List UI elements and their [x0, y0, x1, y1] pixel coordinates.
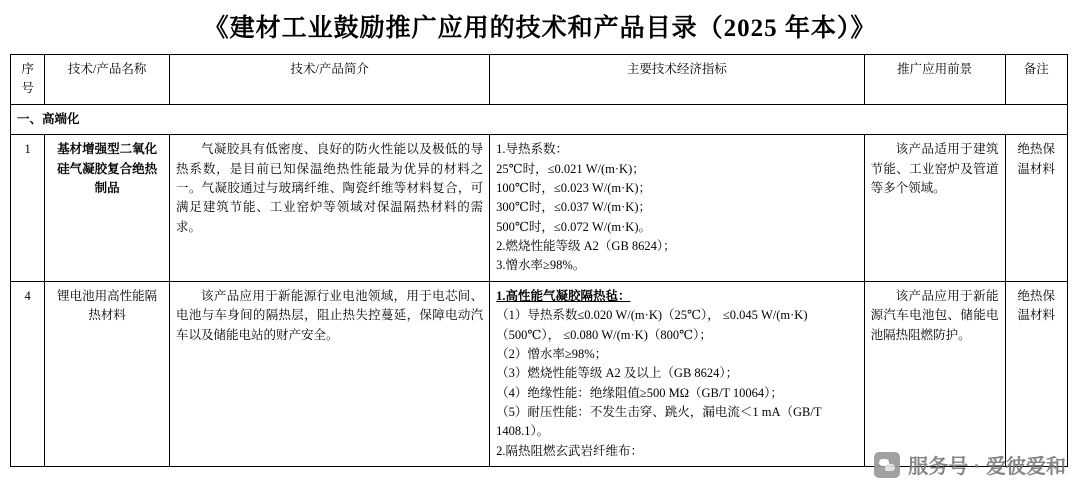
- column-header-name: 技术/产品名称: [45, 55, 170, 105]
- spec-line: 1.高性能气凝胶隔热毡：: [496, 288, 631, 303]
- row-product-name: 基材增强型二氧化硅气凝胶复合绝热制品: [45, 135, 170, 282]
- table-row: [11, 135, 1068, 282]
- spec-line: （4）绝缘性能：绝缘阻值≥500 MΩ（GB/T 10064）；: [496, 385, 783, 400]
- watermark-text: 服务号 · 爱彼爱和: [908, 456, 1066, 478]
- watermark: [874, 450, 1066, 479]
- row-index: 4: [11, 281, 45, 466]
- spec-line: 25℃时，≤0.021 W/(m·K)；: [496, 161, 645, 176]
- wechat-logo-icon: [874, 452, 900, 478]
- table-row: [11, 281, 1068, 466]
- table-body: [11, 104, 1068, 466]
- column-header-prospect: 推广应用前景: [864, 55, 1005, 105]
- column-header-intro: 技术/产品简介: [170, 55, 490, 105]
- spec-line: 100℃时，≤0.023 W/(m·K)；: [496, 180, 651, 195]
- spec-line: 2.隔热阻燃玄武岩纤维布：: [496, 443, 644, 458]
- row-spec: [490, 135, 864, 282]
- row-product-intro: 气凝胶具有低密度、良好的防火性能以及极低的导热系数，是目前已知保温绝热性能最为优异的材料之一。气凝胶通过与玻璃纤维、陶瓷纤维等材料复合，可满足建筑节能、工业窑炉等领域对保温隔热材料的需求。: [170, 135, 490, 282]
- row-prospect: 该产品应用于新能源汽车电池包、储能电池隔热阻燃防护。: [864, 281, 1005, 466]
- section-label: 一、高端化: [11, 104, 1068, 134]
- spec-line: 1.导热系数：: [496, 142, 569, 157]
- row-remark: 绝热保温材料: [1005, 135, 1067, 282]
- spec-line: （2）憎水率≥98%；: [496, 346, 608, 361]
- column-header-index: 序号: [11, 55, 45, 105]
- spec-line: （3）燃烧性能等级 A2 及以上（GB 8624）；: [496, 366, 739, 381]
- column-header-remark: 备注: [1005, 55, 1067, 105]
- row-index: 1: [11, 135, 45, 282]
- page-title: 《建材工业鼓励推广应用的技术和产品目录（2025 年本）》: [203, 15, 877, 42]
- table-header: [11, 55, 1068, 105]
- spec-line: 3.憎水率≥98%。: [496, 258, 586, 273]
- row-spec: [490, 281, 864, 466]
- section-row: [11, 104, 1068, 134]
- spec-line: （5）耐压性能：不发生击穿、跳火，漏电流＜1 mA（GB/T 1408.1）。: [496, 405, 822, 439]
- column-header-spec: 主要技术经济指标: [490, 55, 864, 105]
- row-product-name: 锂电池用高性能隔热材料: [45, 281, 170, 466]
- table-header-row: [11, 55, 1068, 105]
- row-remark: 绝热保温材料: [1005, 281, 1067, 466]
- row-prospect: 该产品适用于建筑节能、工业窑炉及管道等多个领域。: [864, 135, 1005, 282]
- catalog-table: [10, 54, 1068, 467]
- spec-line: 2.燃烧性能等级 A2（GB 8624）；: [496, 239, 676, 253]
- spec-line: （1）导热系数≤0.020 W/(m·K)（25℃）， ≤0.045 W/(m·K)（500℃）， ≤0.080 W/(m·K)（800℃）；: [496, 308, 808, 342]
- row-product-intro: 该产品应用于新能源行业电池领域，用于电芯间、电池与车身间的隔热层，阻止热失控蔓延，保障电动汽车以及储能电站的财产安全。: [170, 281, 490, 466]
- spec-line: 500℃时，≤0.072 W/(m·K)。: [496, 219, 651, 234]
- spec-line: 300℃时，≤0.037 W/(m·K)；: [496, 200, 651, 215]
